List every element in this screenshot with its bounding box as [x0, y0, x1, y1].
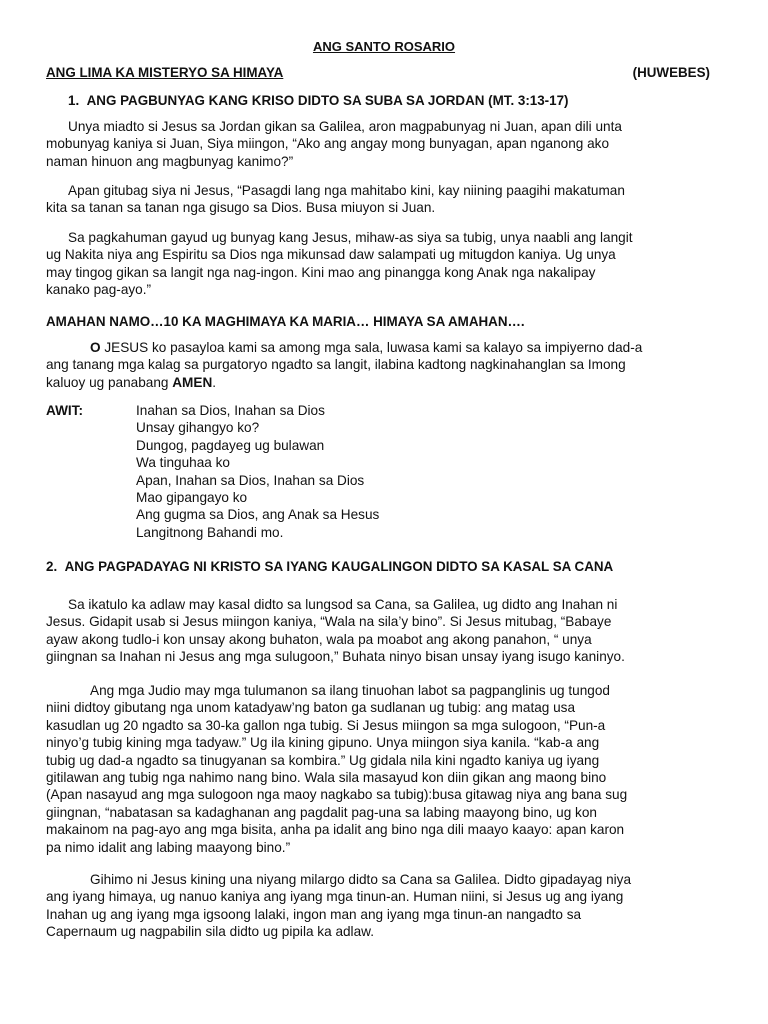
text-line: makainom na pag-ayo ang mga bisita, anha pa idalit ang bino nga dili maayo kaayo: apan karon	[46, 822, 625, 838]
section2-title: ANG PAGPADAYAG NI KRISTO SA IYANG KAUGALINGON DIDTO SA KASAL SA CANA	[64, 559, 614, 574]
section1-paragraph-2	[46, 182, 736, 217]
lyric-line: Unsay gihangyo ko?	[136, 420, 260, 436]
text-line: naman hinuon ang magbunyag kanimo?”	[46, 153, 294, 169]
text-line: Capernaum ug nagpabilin sila didto ug pipila ka adlaw.	[46, 924, 374, 940]
text-line: mobunyag kaniya si Juan, Siya miingon, “Ako ang angay mong bunyagan, apan nganong ako	[46, 136, 610, 152]
prayer-amen: AMEN	[172, 374, 213, 390]
mystery-header	[46, 64, 710, 81]
text-line: ug Nakita niya ang Espiritu sa Dios nga mikunsad daw salampati ug mitugdon kaniya. Ug unya	[46, 247, 616, 263]
text-line: pa nimo idalit ang labing maayong bino.”	[46, 839, 291, 855]
section1-paragraph-3	[46, 229, 736, 299]
text-line	[46, 374, 736, 391]
awit-lyrics	[136, 402, 379, 541]
section2-paragraph-2	[46, 682, 736, 856]
prayer-line-3: kaluoy ug panabang	[46, 374, 173, 390]
lyric-line: Mao gipangayo ko	[136, 490, 248, 506]
day-label: (HUWEBES)	[632, 65, 710, 80]
text-line: Sa pagkahuman gayud ug bunyag kang Jesus, mihaw-as siya sa tubig, unya naabli ang langit	[68, 230, 633, 245]
text-line: ang iyang himaya, ug nanuo kaniya ang iyang mga tinun-an. Human niini, si Jesus ug ang iyang	[46, 889, 624, 905]
text-line: Jesus. Gidapit usab si Jesus miingon kaniya, “Wala na sila’y bino”. Si Jesus mitubag, “Babaye	[46, 614, 612, 630]
lyric-line: Dungog, pagdayeg ug bulawan	[136, 437, 325, 453]
section2-number: 2.	[46, 559, 58, 574]
prayer-line-2: ang tanang mga kalag sa purgatoryo ngadto sa langit, ilabina kadtong nagkinahanglan sa Imong	[46, 357, 626, 373]
section1-title: ANG PAGBUNYAG KANG KRISO DIDTO SA SUBA SA JORDAN (MT. 3:13-17)	[86, 93, 569, 108]
prayer-line-1: JESUS ko pasayloa kami sa among mga sala, luwasa kami sa kalayo sa impiyerno dad-a	[100, 340, 643, 355]
text-line: niini didtoy gibutang nga unom katadyaw’ng baton ga sudlanan ug tubig: ang matag usa	[46, 700, 576, 716]
section1-number: 1.	[68, 93, 80, 108]
text-line: Unya miadto si Jesus sa Jordan gikan sa Galilea, aron magpabunyag ni Juan, apan dili unta	[68, 119, 622, 134]
section1-heading	[68, 92, 569, 109]
section2-heading	[46, 558, 613, 575]
lyric-line: Ang gugma sa Dios, ang Anak sa Hesus	[136, 507, 380, 523]
text-line: tubig ug dad-a ngadto sa tinugyanan sa kombira.” Ug gidala nila kini ngadto kaniya ug iyang	[46, 752, 600, 768]
text-line: giingnan sa Inahan ni Jesus ang mga sulugoon,” Buhata ninyo bisan unsay iyang isugo kaninyo.	[46, 649, 625, 665]
text-line: giingnan, “nabatasan sa kadaghanan ang pagdalit pag-una sa labing maayong bino, ug kon	[46, 804, 597, 820]
section1-paragraph-1	[46, 118, 736, 170]
text-line: Ang mga Judio may mga tulumanon sa ilang tinuohan labot sa pagpanglinis ug tungod	[90, 683, 610, 698]
lyric-line: Wa tinguhaa ko	[136, 455, 230, 471]
text-line: Inahan ug ang iyang mga igsoong lalaki, ingon man ang iyang mga tinun-an nangadto sa	[46, 906, 582, 922]
text-line: Apan gitubag siya ni Jesus, “Pasagdi lang nga mahitabo kini, kay niining paagihi makatuman	[68, 183, 625, 198]
mystery-heading: ANG LIMA KA MISTERYO SA HIMAYA	[46, 65, 284, 80]
lyric-line: Langitnong Bahandi mo.	[136, 524, 284, 540]
section2-paragraph-3	[46, 871, 736, 941]
lyric-line: Inahan sa Dios, Inahan sa Dios	[136, 403, 325, 418]
prayer-end: .	[212, 374, 217, 390]
fatima-prayer	[46, 339, 736, 391]
text-line: ninyo’g tubig kining mga tadyaw.” Ug ila kining gipuno. Unya miingon siya kanila. “kab-a ang	[46, 735, 600, 751]
text-line: may tingog gikan sa langit nga nag-ingon. Kini mao ang pinangga kong Anak nga nakalipay	[46, 264, 596, 280]
prayer-heading: AMAHAN NAMO…10 KA MAGHIMAYA KA MARIA… HIMAYA SA AMAHAN….	[46, 314, 525, 329]
text-line	[46, 339, 736, 356]
text-line: Sa ikatulo ka adlaw may kasal didto sa lungsod sa Cana, sa Galilea, ug didto ang Inahan ni	[68, 597, 618, 612]
text-line: Gihimo ni Jesus kining una niyang milargo didto sa Cana sa Galilea. Didto gipadayag niya	[90, 872, 632, 887]
lyric-line: Apan, Inahan sa Dios, Inahan sa Dios	[136, 472, 365, 488]
text-line: (Apan nasayud ang mga sulogoon nga maoy nagkabo sa tubig):busa gitawag niya ang bana sug	[46, 787, 628, 803]
prayer-initial: O	[90, 340, 101, 355]
text-line: ayaw akong tudlo-i kon unsay akong buhaton, wala pa moabot ang akong panahon, “ unya	[46, 631, 592, 647]
text-line: kita sa tanan sa tanan nga gisugo sa Dios. Busa miuyon si Juan.	[46, 200, 436, 216]
awit-label: AWIT:	[46, 403, 83, 418]
page-title: ANG SANTO ROSARIO	[312, 39, 456, 54]
text-line: kasudlan ug 20 ngadto sa 30-ka gallon nga tubig. Si Jesus miingon sa mga sulogoon, “Pun-a	[46, 717, 606, 733]
text-line: kanako pag-ayo.”	[46, 282, 152, 298]
text-line: gitilawan ang tubig nga nahimo nang bino. Wala sila masayud kon diin gikan ang maong bino	[46, 770, 607, 786]
section2-paragraph-1	[46, 596, 736, 666]
